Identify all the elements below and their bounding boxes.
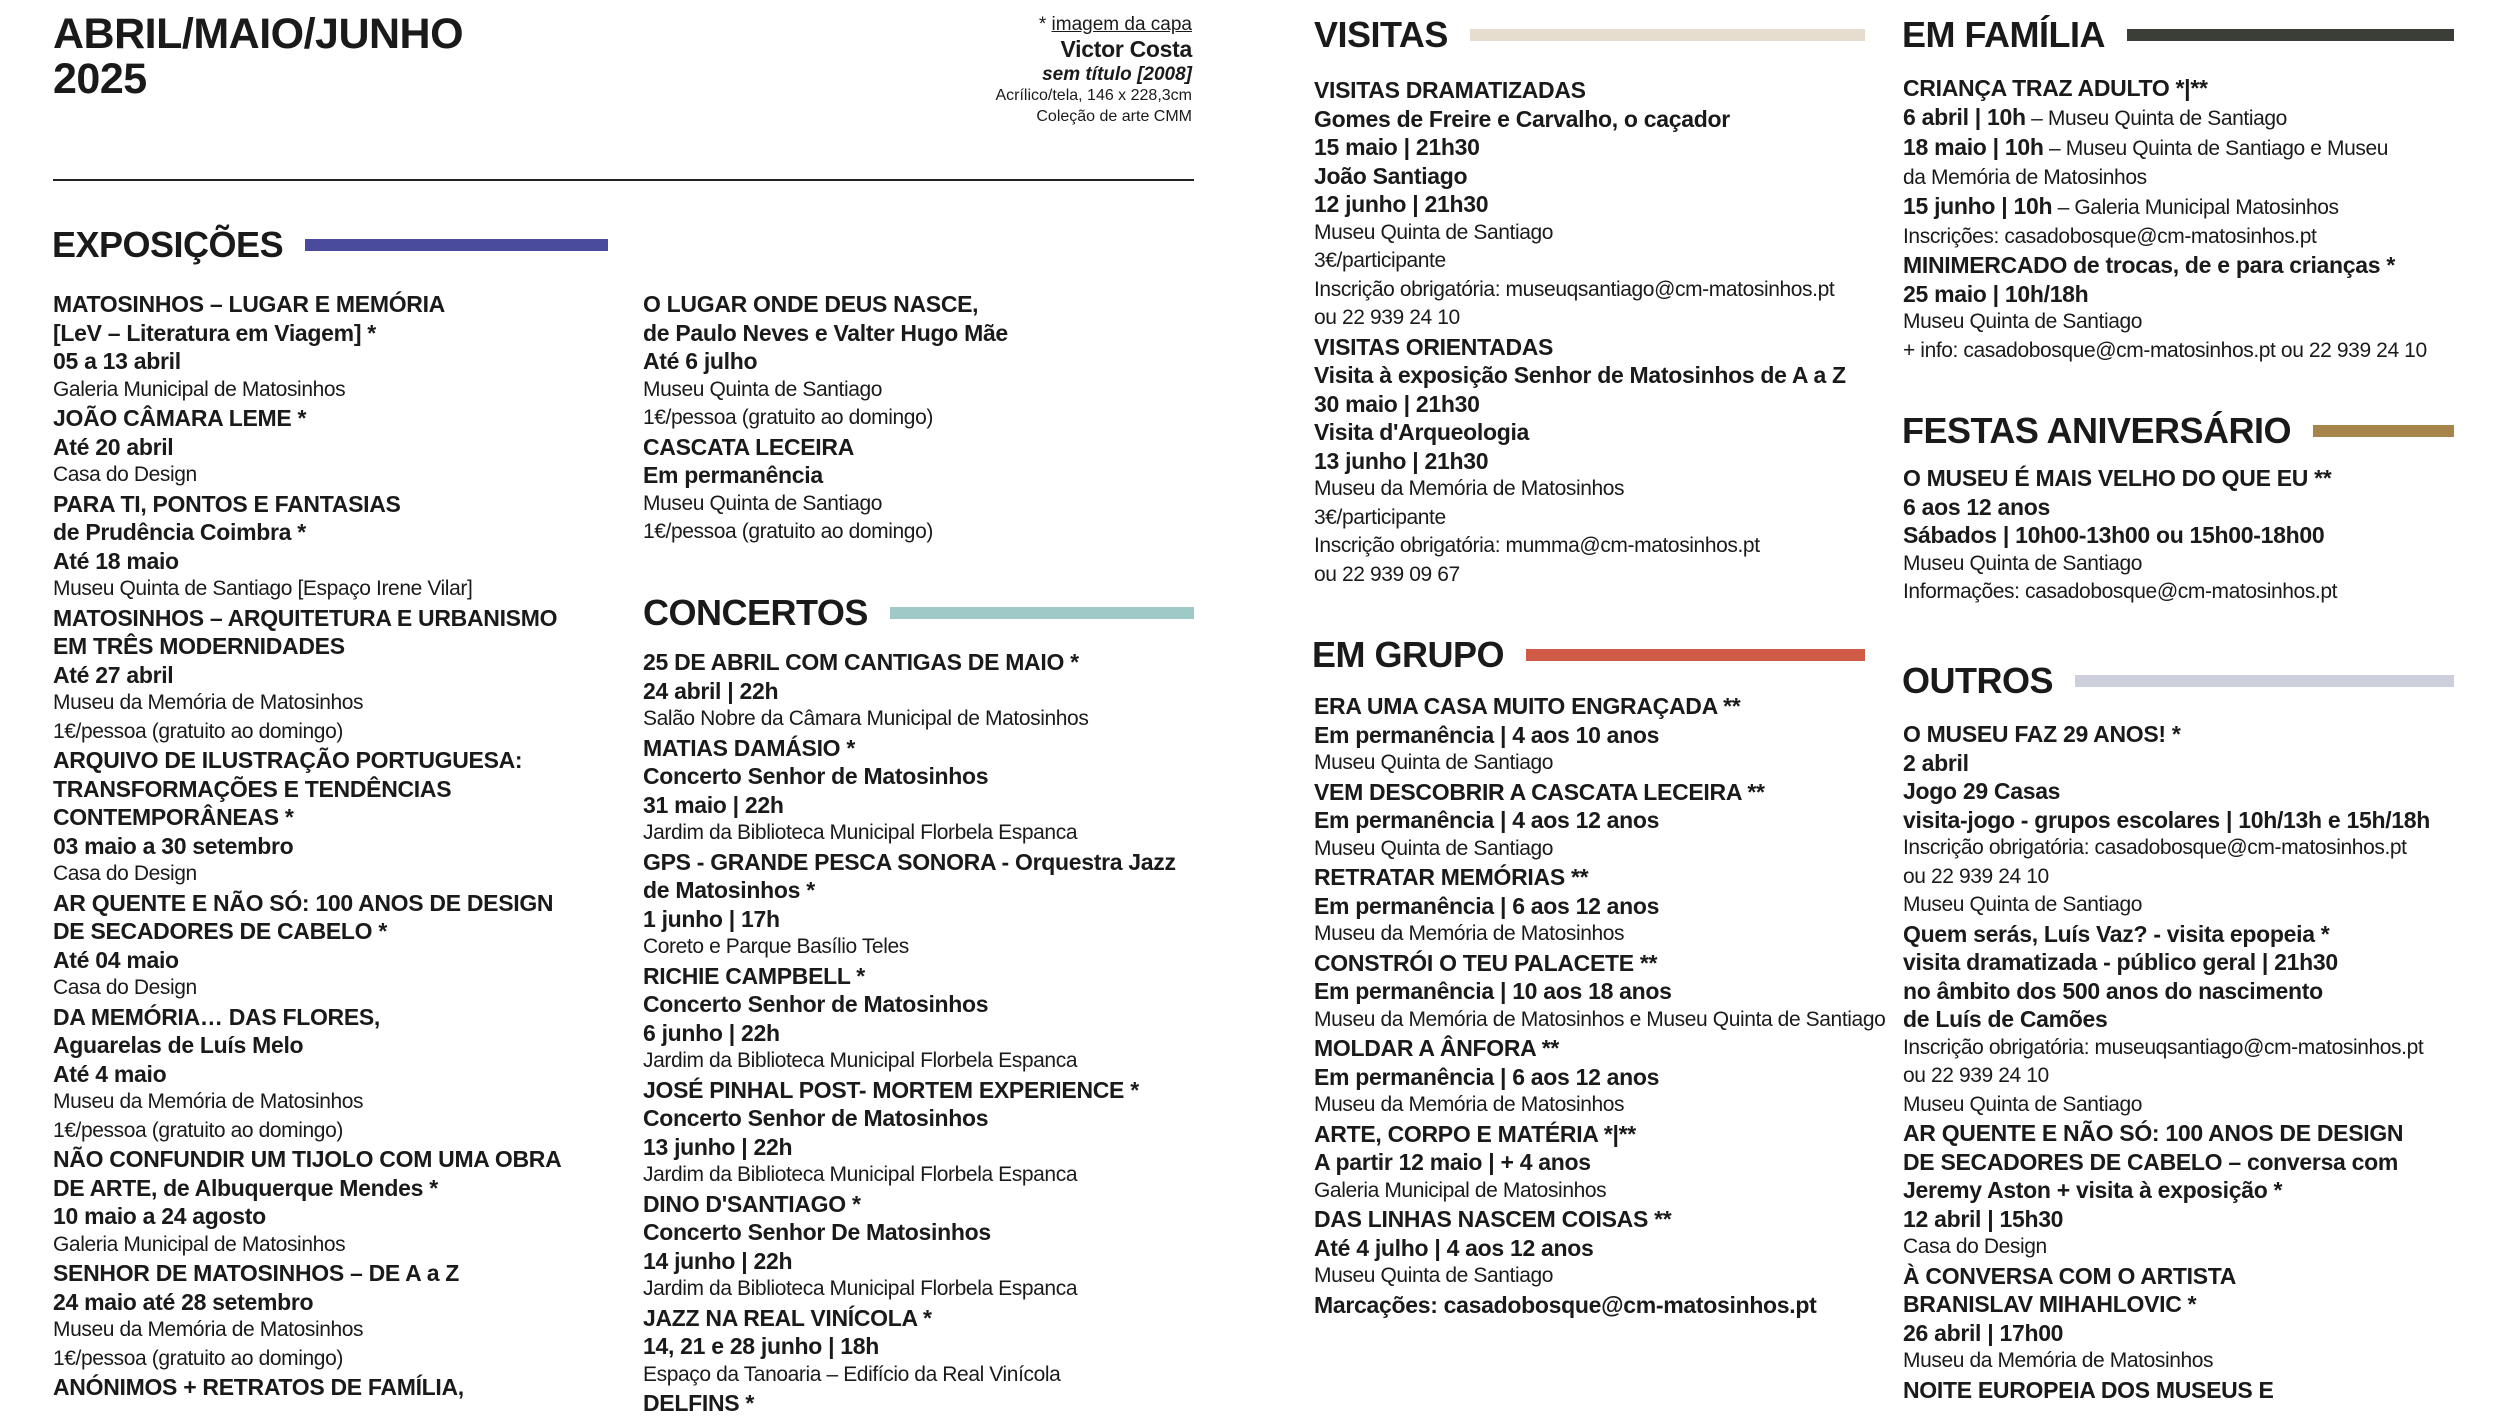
list-item: Jardim da Biblioteca Municipal Florbela Espanca <box>643 821 1078 844</box>
list-item: Jardim da Biblioteca Municipal Florbela Espanca <box>643 1277 1078 1300</box>
page-title <box>53 12 463 102</box>
item-date: 6 abril | 10h <box>1903 103 2026 130</box>
list-item: TRANSFORMAÇÕES E TENDÊNCIAS <box>53 775 452 802</box>
list-item: Museu Quinta de Santiago <box>1903 310 2143 333</box>
list-item: 05 a 13 abril <box>53 348 181 374</box>
list-item: Jogo 29 Casas <box>1903 778 2061 804</box>
list-item: 12 abril | 15h30 <box>1903 1205 2064 1232</box>
list-item: Marcações: casadobosque@cm-matosinhos.pt <box>1314 1291 1817 1318</box>
list-item: Inscrição obrigatória: museuqsantiago@cm-matosinhos.pt <box>1314 277 1835 301</box>
list-item: Museu da Memória de Matosinhos <box>53 1318 364 1341</box>
list-item: EM TRÊS MODERNIDADES <box>53 633 345 659</box>
list-item: Casa do Design <box>1903 1235 2047 1258</box>
concertos-list <box>643 648 1243 1418</box>
list-item: Até 4 julho | 4 aos 12 anos <box>1314 1234 1594 1261</box>
list-item: Museu Quinta de Santiago [Espaço Irene Vilar] <box>53 577 473 600</box>
list-item: Concerto Senhor de Matosinhos <box>643 763 989 789</box>
list-item: 25 maio | 10h/18h <box>1903 280 2089 307</box>
list-item: 13 junho | 22h <box>643 1133 793 1160</box>
list-item: Casa do Design <box>53 862 197 885</box>
section-header-exposicoes <box>52 224 608 266</box>
list-item: RICHIE CAMPBELL * <box>643 962 865 989</box>
list-item: Até 4 maio <box>53 1060 167 1087</box>
exposicoes-list-b <box>643 290 1203 547</box>
list-item: JOSÉ PINHAL POST- MORTEM EXPERIENCE * <box>643 1076 1139 1103</box>
list-item: MATIAS DAMÁSIO * <box>643 734 855 761</box>
list-item: SENHOR DE MATOSINHOS – DE A a Z <box>53 1260 460 1286</box>
list-item: VISITAS ORIENTADAS <box>1314 333 1554 360</box>
list-item: 03 maio a 30 setembro <box>53 832 294 859</box>
list-item: de Paulo Neves e Valter Hugo Mãe <box>643 319 1008 346</box>
list-item: Até 27 abril <box>53 661 174 688</box>
list-item: Museu da Memória de Matosinhos <box>1314 922 1625 945</box>
list-item: 25 DE ABRIL COM CANTIGAS DE MAIO * <box>643 649 1079 675</box>
section-header-outros <box>1902 660 2454 702</box>
list-item: DINO D'SANTIAGO * <box>643 1190 861 1217</box>
header-divider <box>53 179 1194 181</box>
list-item: Inscrições: casadobosque@cm-matosinhos.pt <box>1903 224 2317 248</box>
list-item: Aguarelas de Luís Melo <box>53 1032 304 1058</box>
outros-list <box>1903 720 2493 1404</box>
list-item: 6 junho | 22h <box>643 1019 780 1046</box>
title-line-2: 2025 <box>53 55 147 103</box>
list-item: A partir 12 maio | + 4 anos <box>1314 1149 1591 1175</box>
list-item: ou 22 939 09 67 <box>1314 562 1460 586</box>
list-item: João Santiago <box>1314 162 1468 189</box>
list-item: [LeV – Literatura em Viagem] * <box>53 319 376 346</box>
list-item: Museu Quinta de Santiago <box>1314 836 1554 860</box>
list-item: 24 abril | 22h <box>643 677 779 704</box>
list-item: Museu Quinta de Santiago <box>1314 751 1554 774</box>
list-item: Casa do Design <box>53 976 197 999</box>
list-item: VEM DESCOBRIR A CASCATA LECEIRA ** <box>1314 778 1765 805</box>
cover-artist: Victor Costa <box>1060 36 1192 62</box>
section-title: EM FAMÍLIA <box>1902 14 2105 55</box>
cover-medium: Acrílico/tela, 146 x 228,3cm <box>995 86 1192 104</box>
list-item: visita dramatizada - público geral | 21h30 <box>1903 949 2338 975</box>
section-title: EM GRUPO <box>1312 634 1505 675</box>
section-header-em-grupo <box>1312 634 1865 676</box>
list-item: Inscrição obrigatória: mumma@cm-matosinhos.pt <box>1314 534 1760 557</box>
list-item: ARTE, CORPO E MATÉRIA *|** <box>1314 1120 1636 1147</box>
section-title: FESTAS ANIVERSÁRIO <box>1902 410 2292 451</box>
list-item: Concerto Senhor de Matosinhos <box>643 1105 989 1131</box>
em-familia-list <box>1903 74 2493 365</box>
section-color-bar <box>1526 649 1865 661</box>
list-item: Concerto Senhor de Matosinhos <box>643 991 989 1017</box>
list-item: Galeria Municipal de Matosinhos <box>1314 1178 1607 1202</box>
list-item: JAZZ NA REAL VINÍCOLA * <box>643 1304 932 1331</box>
credit-star: * <box>1038 14 1052 35</box>
section-header-concertos <box>643 592 1194 634</box>
list-item: Até 6 julho <box>643 348 758 374</box>
list-item: 26 abril | 17h00 <box>1903 1319 2064 1346</box>
list-item: ou 22 939 24 10 <box>1903 864 2049 888</box>
list-item: AR QUENTE E NÃO SÓ: 100 ANOS DE DESIGN <box>1903 1120 2404 1146</box>
section-header-visitas <box>1314 14 1865 56</box>
list-item: 12 junho | 21h30 <box>1314 191 1489 217</box>
list-item: 1€/pessoa (gratuito ao domingo) <box>643 520 933 543</box>
list-item: Até 18 maio <box>53 547 179 574</box>
exposicoes-list-a <box>53 290 613 1402</box>
item-venue: – Museu Quinta de Santiago e Museu <box>2043 137 2389 160</box>
list-item: Gomes de Freire e Carvalho, o caçador <box>1314 105 1730 132</box>
list-item: ou 22 939 24 10 <box>1903 1064 2049 1087</box>
list-item: DE SECADORES DE CABELO * <box>53 918 388 944</box>
list-item: DAS LINHAS NASCEM COISAS ** <box>1314 1206 1672 1232</box>
list-item: Museu da Memória de Matosinhos <box>1314 477 1625 500</box>
cover-collection: Coleção de arte CMM <box>1036 107 1192 125</box>
list-item: DA MEMÓRIA… DAS FLORES, <box>53 1003 381 1030</box>
list-item: MATOSINHOS – LUGAR E MEMÓRIA <box>53 291 445 317</box>
list-item: Inscrição obrigatória: casadobosque@cm-matosinhos.pt <box>1903 836 2407 859</box>
section-color-bar <box>2313 425 2454 437</box>
list-item: 30 maio | 21h30 <box>1314 390 1480 417</box>
list-item: CASCATA LECEIRA <box>643 433 855 460</box>
list-item: Museu Quinta de Santiago <box>1314 220 1554 244</box>
list-item: Em permanência | 6 aos 12 anos <box>1314 892 1660 919</box>
list-item: de Matosinhos * <box>643 877 815 903</box>
list-item: Museu Quinta de Santiago <box>1903 893 2143 916</box>
list-item: O MUSEU É MAIS VELHO DO QUE EU ** <box>1903 465 2332 491</box>
list-item: Jeremy Aston + visita à exposição * <box>1903 1177 2283 1203</box>
list-item: 24 maio até 28 setembro <box>53 1288 314 1315</box>
list-item: Em permanência | 4 aos 12 anos <box>1314 807 1660 833</box>
list-item: Jardim da Biblioteca Municipal Florbela Espanca <box>643 1049 1078 1072</box>
list-item: MATOSINHOS – ARQUITETURA E URBANISMO <box>53 604 558 631</box>
list-item: ANÓNIMOS + RETRATOS DE FAMÍLIA, <box>53 1374 464 1400</box>
section-title: CONCERTOS <box>643 592 868 633</box>
list-item: JOÃO CÂMARA LEME * <box>53 405 307 431</box>
list-item: Em permanência | 10 aos 18 anos <box>1314 978 1672 1004</box>
list-item: Sábados | 10h00-13h00 ou 15h00-18h00 <box>1903 522 2325 548</box>
list-item: da Memória de Matosinhos <box>1903 165 2147 189</box>
list-item: Visita d'Arqueologia <box>1314 419 1530 445</box>
list-item: RETRATAR MEMÓRIAS ** <box>1314 864 1589 890</box>
cover-work-title: sem título [2008] <box>1042 63 1192 85</box>
list-item: Salão Nobre da Câmara Municipal de Matosinhos <box>643 707 1089 730</box>
list-item: NOITE EUROPEIA DOS MUSEUS E <box>1903 1376 2274 1403</box>
list-item: 14, 21 e 28 junho | 18h <box>643 1333 880 1359</box>
visitas-list <box>1314 76 1894 589</box>
list-item: Galeria Municipal de Matosinhos <box>53 1232 346 1256</box>
list-item: 3€/participante <box>1314 505 1446 529</box>
list-item: 1€/pessoa (gratuito ao domingo) <box>53 1118 343 1142</box>
list-item: 14 junho | 22h <box>643 1247 793 1274</box>
item-venue: – Galeria Municipal Matosinhos <box>2052 196 2339 219</box>
list-item: de Prudência Coimbra * <box>53 519 306 545</box>
list-item: Até 04 maio <box>53 946 179 973</box>
item-date: 18 maio | 10h <box>1903 134 2044 160</box>
list-item: AR QUENTE E NÃO SÓ: 100 ANOS DE DESIGN <box>53 889 554 916</box>
list-item: À CONVERSA COM O ARTISTA <box>1903 1262 2237 1289</box>
list-item: de Luís de Camões <box>1903 1006 2108 1032</box>
list-item: 3€/participante <box>1314 249 1446 272</box>
list-item: MINIMERCADO de trocas, de e para crianças * <box>1903 252 2395 278</box>
list-item: Jardim da Biblioteca Municipal Florbela Espanca <box>643 1163 1078 1186</box>
list-item: O MUSEU FAZ 29 ANOS! * <box>1903 721 2181 747</box>
list-item: ERA UMA CASA MUITO ENGRAÇADA ** <box>1314 693 1741 719</box>
list-item: Museu Quinta de Santiago <box>1314 1264 1554 1287</box>
list-item: Museu da Memória de Matosinhos e Museu Quinta de Santiago <box>1314 1007 1886 1031</box>
list-item: Em permanência | 4 aos 10 anos <box>1314 721 1660 748</box>
list-item: 1€/pessoa (gratuito ao domingo) <box>643 406 933 429</box>
list-item: 1€/pessoa (gratuito ao domingo) <box>53 1346 343 1370</box>
list-item: 6 aos 12 anos <box>1903 493 2050 520</box>
list-item: Até 20 abril <box>53 433 174 460</box>
list-item: Museu da Memória de Matosinhos <box>53 691 364 714</box>
list-item: Em permanência <box>643 462 823 488</box>
list-item: Museu Quinta de Santiago <box>1903 551 2143 575</box>
section-color-bar <box>2075 675 2454 687</box>
list-item: CRIANÇA TRAZ ADULTO *|** <box>1903 75 2208 101</box>
list-item: 15 maio | 21h30 <box>1314 134 1480 160</box>
list-item: NÃO CONFUNDIR UM TIJOLO COM UMA OBRA <box>53 1146 562 1172</box>
list-item: Museu da Memória de Matosinhos <box>1903 1349 2214 1372</box>
item-venue: – Museu Quinta de Santiago <box>2025 106 2287 130</box>
list-item: + info: casadobosque@cm-matosinhos.pt ou 22 939 24 10 <box>1903 338 2427 362</box>
list-item: no âmbito dos 500 anos do nascimento <box>1903 977 2323 1004</box>
list-item: DE SECADORES DE CABELO – conversa com <box>1903 1148 2399 1175</box>
section-color-bar <box>2127 29 2454 41</box>
list-item: 13 junho | 21h30 <box>1314 447 1489 474</box>
list-item: ARQUIVO DE ILUSTRAÇÃO PORTUGUESA: <box>53 747 523 773</box>
section-color-bar <box>890 607 1194 619</box>
list-item: GPS - GRANDE PESCA SONORA - Orquestra Jazz <box>643 848 1176 875</box>
section-color-bar <box>305 239 608 251</box>
list-item: Em permanência | 6 aos 12 anos <box>1314 1063 1660 1090</box>
list-item: MOLDAR A ÂNFORA ** <box>1314 1035 1560 1061</box>
list-item: Museu Quinta de Santiago <box>643 491 883 515</box>
cover-image-label: imagem da capa <box>1051 14 1192 35</box>
list-item: Concerto Senhor De Matosinhos <box>643 1219 991 1245</box>
list-item: Museu da Memória de Matosinhos <box>53 1090 364 1113</box>
list-item: Quem serás, Luís Vaz? - visita epopeia * <box>1903 920 2330 947</box>
cover-credit <box>995 14 1192 127</box>
title-line-1: ABRIL/MAIO/JUNHO <box>53 10 464 58</box>
list-item: CONTEMPORÂNEAS * <box>53 804 294 830</box>
list-item: PARA TI, PONTOS E FANTASIAS <box>53 490 401 517</box>
list-item: 1 junho | 17h <box>643 905 780 932</box>
list-item: 1€/pessoa (gratuito ao domingo) <box>53 719 343 743</box>
list-item: Inscrição obrigatória: museuqsantiago@cm-matosinhos.pt <box>1903 1035 2424 1059</box>
list-item: DE ARTE, de Albuquerque Mendes * <box>53 1174 438 1201</box>
item-date: 15 junho | 10h <box>1903 193 2053 219</box>
list-item: 10 maio a 24 agosto <box>53 1203 266 1229</box>
list-item: Coreto e Parque Basílio Teles <box>643 935 909 958</box>
section-title: VISITAS <box>1314 14 1448 55</box>
list-item: O LUGAR ONDE DEUS NASCE, <box>643 291 979 317</box>
festas-list <box>1903 464 2493 607</box>
list-item: Museu da Memória de Matosinhos <box>1314 1093 1625 1116</box>
list-item: visita-jogo - grupos escolares | 10h/13h e 15h/18h <box>1903 806 2431 833</box>
list-item: Espaço da Tanoaria – Edifício da Real Vinícola <box>643 1362 1061 1386</box>
list-item: Casa do Design <box>53 463 197 486</box>
section-title: EXPOSIÇÕES <box>52 224 284 265</box>
list-item <box>1903 133 2493 164</box>
section-title: OUTROS <box>1902 660 2054 701</box>
list-item: Galeria Municipal de Matosinhos <box>53 377 346 401</box>
list-item: Visita à exposição Senhor de Matosinhos de A a Z <box>1314 362 1846 388</box>
list-item <box>1903 192 2493 223</box>
em-grupo-list <box>1314 692 1914 1319</box>
list-item: BRANISLAV MIHAHLOVIC * <box>1903 1291 2197 1317</box>
list-item: 31 maio | 22h <box>643 791 784 818</box>
section-color-bar <box>1470 29 1865 41</box>
list-item: DELFINS * <box>643 1390 755 1416</box>
list-item: 2 abril <box>1903 749 1969 776</box>
list-item: CONSTRÓI O TEU PALACETE ** <box>1314 949 1658 976</box>
list-item: Museu Quinta de Santiago <box>1903 1092 2143 1116</box>
list-item: ou 22 939 24 10 <box>1314 306 1460 329</box>
section-header-em-familia <box>1902 14 2454 56</box>
list-item: VISITAS DRAMATIZADAS <box>1314 77 1586 103</box>
section-header-festas <box>1902 410 2454 452</box>
list-item: Museu Quinta de Santiago <box>643 377 883 401</box>
list-item <box>1903 103 2493 134</box>
list-item: Informações: casadobosque@cm-matosinhos.pt <box>1903 580 2338 603</box>
